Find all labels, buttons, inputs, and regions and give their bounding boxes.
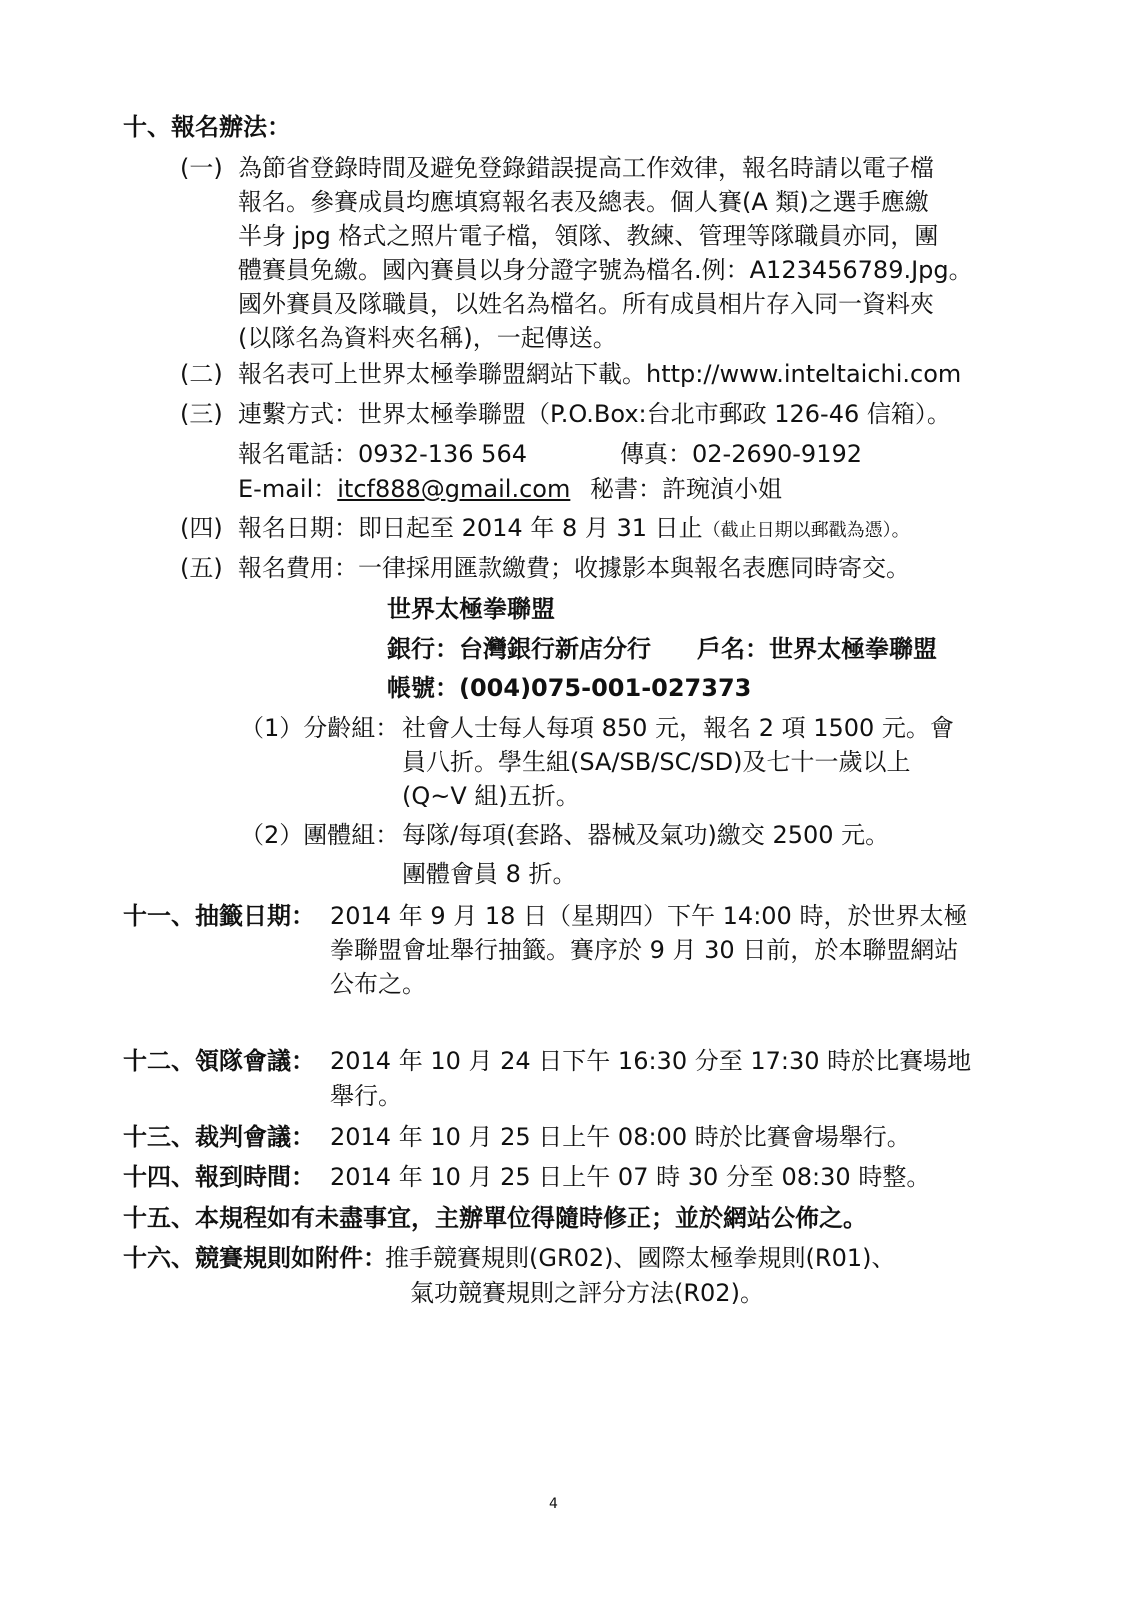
item-label: (五): [180, 554, 223, 582]
paragraph-line: 社會人士每人每項 850 元，報名 2 項 1500 元。會: [402, 714, 954, 742]
paragraph-line: (Q~V 組)五折。: [402, 782, 580, 810]
page-number: 4: [549, 1496, 558, 1512]
paragraph-line: 氣功競賽規則之評分方法(R02)。: [410, 1279, 764, 1307]
item-label: (二): [180, 360, 223, 388]
contact-phone: 報名電話：0932-136 564: [238, 440, 527, 468]
bank-org: 世界太極拳聯盟: [387, 595, 555, 623]
section-heading: 十、報名辦法：: [123, 113, 291, 141]
contact-email-row: [238, 474, 570, 504]
email-label: E-mail：: [238, 475, 338, 503]
paragraph-line: 團體會員 8 折。: [402, 860, 577, 888]
paragraph-line: 2014 年 9 月 18 日（星期四）下午 14:00 時，於世界太極: [330, 902, 968, 930]
paragraph-line: 國外賽員及隊職員，以姓名為檔名。所有成員相片存入同一資料夾: [238, 290, 934, 318]
paragraph-line: 每隊/每項(套路、器械及氣功)繳交 2500 元。: [402, 821, 890, 849]
paragraph-line: 2014 年 10 月 25 日上午 08:00 時於比賽會場舉行。: [330, 1123, 911, 1151]
bank-account-name: 戶名：世界太極拳聯盟: [697, 635, 937, 663]
sub-item-label: （1）分齡組：: [240, 714, 400, 742]
item-label: (一): [180, 154, 223, 182]
paragraph-line: 體賽員免繳。國內賽員以身分證字號為檔名.例：A123456789.Jpg。: [238, 256, 973, 284]
section-heading: 十五、本規程如有未盡事宜，主辦單位得隨時修正；並於網站公佈之。: [123, 1204, 867, 1232]
item-label: (三): [180, 400, 223, 428]
paragraph-line: (以隊名為資料夾名稱)，一起傳送。: [238, 324, 617, 352]
paragraph-line: 舉行。: [330, 1082, 402, 1110]
deadline-text: 報名日期：即日起至 2014 年 8 月 31 日止: [238, 514, 703, 542]
item-label: (四): [180, 514, 223, 542]
paragraph-line: 半身 jpg 格式之照片電子檔，領隊、教練、管理等隊職員亦同，團: [238, 222, 939, 250]
paragraph-line: 2014 年 10 月 24 日下午 16:30 分至 17:30 時於比賽場地: [330, 1047, 972, 1075]
email-link[interactable]: itcf888@gmail.com: [337, 475, 571, 503]
paragraph-line: 2014 年 10 月 25 日上午 07 時 30 分至 08:30 時整。: [330, 1163, 931, 1191]
section-heading: 十二、領隊會議：: [123, 1047, 315, 1075]
contact-fax: 傳真：02-2690-9192: [620, 440, 863, 468]
paragraph-line: 連繫方式：世界太極拳聯盟（P.O.Box:台北市郵政 126-46 信箱）。: [238, 400, 951, 428]
contact-secretary: 秘書：許琬湞小姐: [590, 475, 782, 503]
paragraph-line: 推手競賽規則(GR02)、國際太極拳規則(R01)、: [385, 1244, 896, 1272]
paragraph-line: 拳聯盟會址舉行抽籤。賽序於 9 月 30 日前，於本聯盟網站: [330, 936, 959, 964]
bank-name: 銀行：台灣銀行新店分行: [387, 635, 651, 663]
paragraph-line: 員八折。學生組(SA/SB/SC/SD)及七十一歲以上: [402, 748, 911, 776]
section-heading: 十六、競賽規則如附件：: [123, 1244, 387, 1272]
bank-account-number: 帳號：(004)075-001-027373: [387, 674, 752, 702]
paragraph-line: 為節省登錄時間及避免登錄錯誤提高工作效律，報名時請以電子檔: [238, 154, 934, 182]
paragraph-line: 公布之。: [330, 970, 426, 998]
sub-item-label: （2）團體組：: [240, 821, 400, 849]
paragraph-line: 報名。參賽成員均應填寫報名表及總表。個人賽(A 類)之選手應繳: [238, 188, 929, 216]
section-heading: 十四、報到時間：: [123, 1163, 315, 1191]
paragraph-line: [238, 513, 910, 546]
section-heading: 十三、裁判會議：: [123, 1123, 315, 1151]
paragraph-line: 報名費用：一律採用匯款繳費；收據影本與報名表應同時寄交。: [238, 554, 910, 582]
deadline-note: （截止日期以郵戳為憑）。: [702, 520, 910, 541]
paragraph-line: 報名表可上世界太極拳聯盟網站下載。http://www.inteltaichi.com: [238, 360, 962, 388]
section-heading: 十一、抽籤日期：: [123, 902, 315, 930]
